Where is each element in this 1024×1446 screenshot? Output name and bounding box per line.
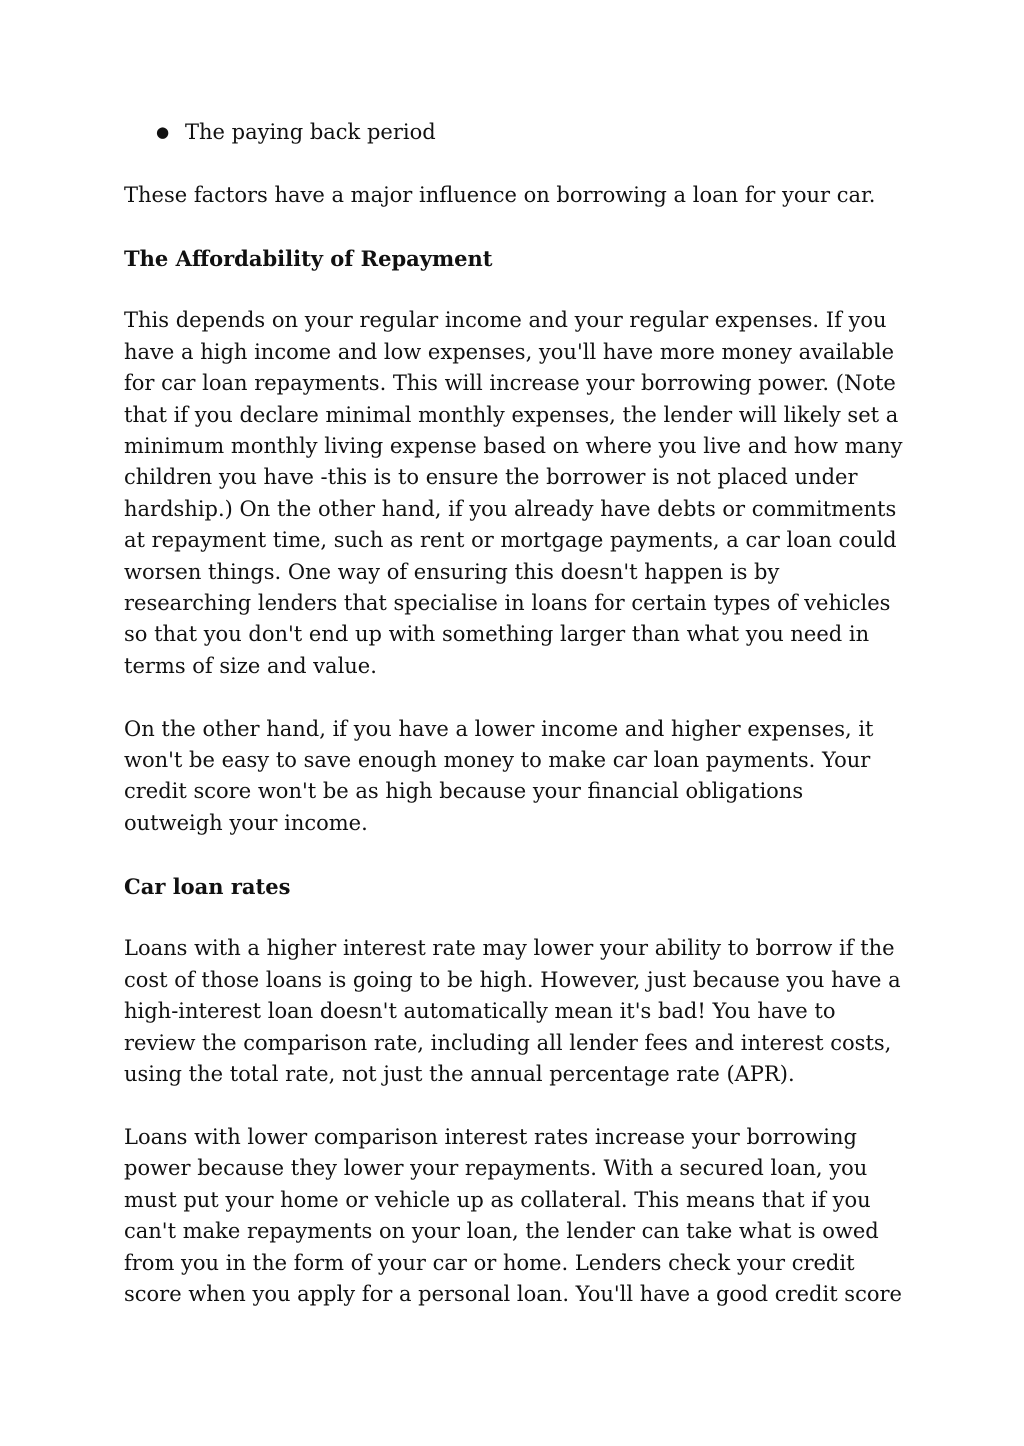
list-item [124,117,904,148]
document-page [124,117,904,1342]
paragraph: On the other hand, if you have a lower income and higher expenses, it won't be easy to save enough money to make car loan payments. Your credit score won't be as high because your financial obligations outweigh your income. [124,716,874,835]
intro-paragraph: These factors have a major influence on borrowing a loan for your car. [124,182,876,207]
bullet-text: The paying back period [185,120,436,144]
bullet-list [124,117,904,148]
section-heading-car-loan-rates: Car loan rates [124,873,291,899]
paragraph: This depends on your regular income and your regular expenses. If you have a high income and low expenses, you'll have more money available for car loan repayments. This will increase your borrowing power. (Note that if you declare minimal monthly expenses, the lender will likely set a minimum monthly living expense based on where you live and how many children you have -this is to ensure the borrower is not placed under hardship.) On the other hand, if you already have debts or commitments at repayment time, such as rent or mortgage payments, a car loan could worsen things. One way of ensuring this doesn't happen is by researching lenders that specialise in loans for certain types of vehicles so that you don't end up with something larger than what you need in terms of size and value. [124,308,903,678]
section-heading-affordability: The Affordability of Repayment [124,245,493,271]
bullet-icon: ● [156,123,170,141]
paragraph: Loans with a higher interest rate may lower your ability to borrow if the cost of those loans is going to be high. However, just because you have a high-interest loan doesn't automatically mean it's bad! You have to review the comparison rate, including all lender fees and interest costs, using the total rate, not just the annual percentage rate (APR). [124,936,901,1087]
paragraph: Loans with lower comparison interest rates increase your borrowing power because they lower your repayments. With a secured loan, you must put your home or vehicle up as collateral. This means that if you can't make repayments on your loan, the lender can take what is owed from you in the form of your car or home. Lenders check your credit score when you apply for a personal loan. You'll have a good credit score [124,1124,902,1306]
